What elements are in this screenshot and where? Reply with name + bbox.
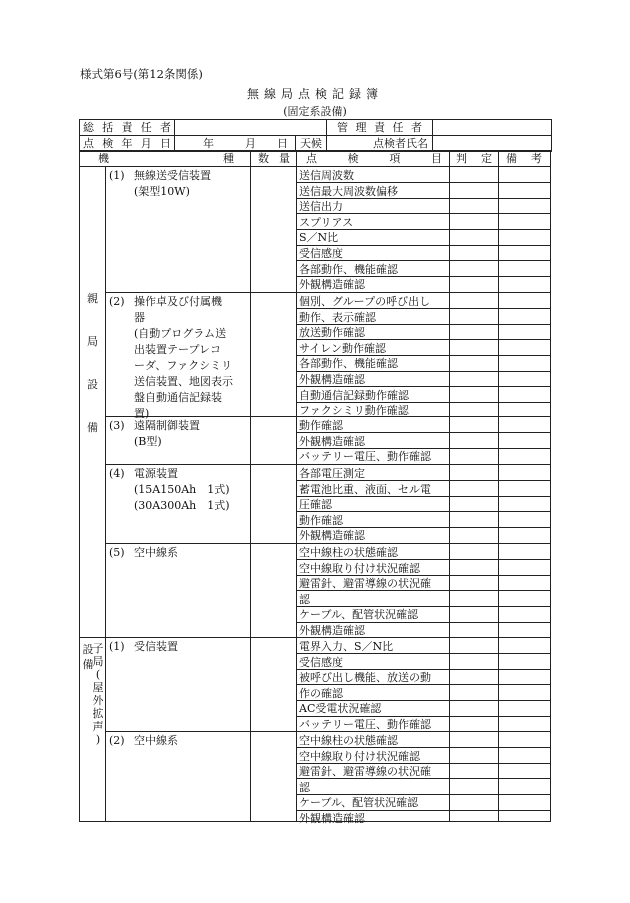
equipment-detail: 置) — [134, 407, 150, 420]
inspection-item: 受信感度 — [299, 655, 343, 669]
inspection-item: 外観構造確認 — [299, 812, 365, 825]
equipment-name: 操作卓及び付属機 — [134, 295, 222, 308]
inspection-item: 動作、表示確認 — [299, 310, 376, 324]
inspection-item: 送信周波数 — [299, 169, 354, 182]
inspection-item: サイレン動作確認 — [299, 341, 386, 355]
rule-h-header — [80, 166, 550, 167]
inspection-item: バッテリー電圧、動作確認 — [299, 450, 431, 464]
rule-v-judgment — [498, 151, 499, 821]
rule-v-group — [105, 166, 106, 821]
chief-label-cell: 総括責任者 — [80, 120, 175, 136]
equipment-1 — [109, 168, 249, 200]
equipment-7 — [109, 733, 249, 749]
equipment-name: 遠隔制御装置 — [134, 419, 200, 432]
equipment-3 — [109, 418, 249, 450]
inspection-item: 避雷針、避雷導線の状況確 — [299, 577, 431, 591]
inspection-item: 動作確認 — [299, 513, 343, 527]
inspection-item: 空中線柱の状態確認 — [299, 546, 398, 559]
inspection-table: 機 種 数量 点 検 項 目 判 定 備 考 親 局 設 備 設 備 子 局 ( 屋 外 拡 声 ) (1) 無線送受信装置 (架型10W) 送信周波数 送信最大周波数偏移 送信出力 スプリアス S／N比 受信感度 各部動作、機能確認 外観構造確認 (2) 操作卓及び付属機 器 (自動プログラム送 出装置テープレコ ーダ、ファクシミリ 送信装置、地図表示 盤自動通信記録装 置) 個別、グループの呼び出し 動作、表示確認 放送動作確認 サイレン動作確認 各部動作、機能確認 外観構造確認 自動通信記録動作確認 ファクシミリ動作確認 (3) 遠隔制御装置 (B型) 動作確認 外観構造確認 バッテリー電圧、動作確認 (4) 電源装置 (15A150Ah 1式) (30A300Ah 1式) 各部電圧測定 蓄電池比重、液面、セル電 圧確認 動作確認 外観構造確認 (5) 空中線系 空中線柱の状態確認 空中線取り付け状況確認 避雷針、避雷導線の状況確 認 ケーブル、配管状況確認 外観構造確認 (1) 受信装置 電界入力、S／N比 受信感度 被呼び出し機能、放送の動 作の確認 AC受電状況確認 バッテリー電圧、動作確認 (2) 空中線系 空中線柱の状態確認 空中線取り付け状況確認 避雷針、避雷導線の状況確 認 ケーブル、配管状況確認 外観構造確認 — [79, 150, 551, 822]
inspection-item: 放送動作確認 — [299, 326, 365, 340]
inspection-item: 空中線取り付け状況確認 — [299, 749, 420, 763]
inspection-item: 送信出力 — [299, 200, 343, 214]
equipment-number: (2) — [109, 734, 125, 747]
inspection-item: 電界入力、S／N比 — [299, 640, 394, 653]
equipment-number: (1) — [109, 169, 125, 182]
inspection-item: 自動通信記録動作確認 — [299, 388, 409, 402]
equipment-name: 空中線系 — [134, 734, 178, 747]
col-header-equipment: 機 種 — [98, 152, 234, 165]
date-label-cell: 点検年月日 — [80, 136, 175, 152]
equipment-name: 空中線系 — [134, 546, 178, 559]
inspection-item: 外観構造確認 — [299, 624, 365, 637]
equipment-detail: (自動プログラム送 — [134, 327, 227, 340]
equipment-name: 電源装置 — [134, 467, 178, 480]
inspection-item: 送信最大周波数偏移 — [299, 184, 398, 198]
inspection-item: 空中線柱の状態確認 — [299, 734, 398, 747]
inspection-item: バッテリー電圧、動作確認 — [299, 718, 431, 731]
inspection-item: 圧確認 — [299, 498, 332, 512]
equipment-detail: (B型) — [134, 435, 162, 448]
chief-name-field[interactable] — [175, 120, 327, 136]
year-label: 年 — [203, 136, 214, 150]
inspection-item: 認 — [299, 780, 310, 794]
equipment-number: (3) — [109, 419, 125, 432]
day-label: 日 — [277, 136, 288, 150]
equipment-number: (4) — [109, 467, 125, 480]
equipment-2 — [109, 294, 249, 422]
equipment-4 — [109, 466, 249, 514]
rule-v-quantity — [296, 151, 297, 821]
header-table — [79, 119, 552, 152]
inspection-item: ケーブル、配管状況確認 — [299, 796, 419, 810]
equipment-name: 無線送受信装置 — [134, 169, 211, 182]
inspection-item: 受信感度 — [299, 247, 343, 260]
equipment-name: 受信装置 — [134, 640, 178, 653]
inspection-item: 各部動作、機能確認 — [299, 262, 398, 276]
inspection-item: 外観構造確認 — [299, 278, 365, 292]
inspection-item: 各部電圧測定 — [299, 467, 365, 480]
inspection-item: 外観構造確認 — [299, 529, 365, 543]
inspector-label: 点検者氏名 — [373, 136, 428, 150]
inspection-item: AC受電状況確認 — [299, 702, 382, 716]
equipment-detail: (30A300Ah 1式) — [134, 499, 230, 512]
inspection-item: 動作確認 — [299, 419, 343, 432]
col-header-items: 点 検 項 目 — [306, 152, 442, 165]
equipment-detail: 送信装置、地図表示 — [134, 375, 233, 388]
inspection-item: 避雷針、避雷導線の状況確 — [299, 765, 431, 779]
inspection-item: ファクシミリ動作確認 — [299, 404, 409, 418]
inspection-item: 蓄電池比重、液面、セル電 — [299, 482, 431, 496]
rule-v-items — [449, 151, 450, 821]
equipment-detail: (架型10W) — [134, 185, 190, 198]
group-label-parent-station: 親 局 設 備 — [87, 292, 98, 434]
equipment-detail: 盤自動通信記録装 — [134, 391, 222, 404]
inspection-item: 各部動作、機能確認 — [299, 357, 398, 371]
document-subtitle: (固定系設備) — [283, 105, 347, 118]
equipment-detail: 器 — [134, 311, 145, 324]
inspection-item: スプリアス — [299, 215, 354, 229]
inspection-item: S／N比 — [299, 231, 339, 245]
equipment-detail: ーダ、ファクシミリ — [134, 359, 233, 372]
inspection-item: 作の確認 — [299, 686, 343, 700]
inspection-item: 被呼び出し機能、放送の動 — [299, 671, 431, 685]
month-label: 月 — [245, 136, 256, 150]
inspection-item: 外観構造確認 — [299, 434, 365, 448]
equipment-number: (5) — [109, 546, 125, 559]
inspection-item: 認 — [299, 592, 310, 606]
equipment-number: (2) — [109, 295, 125, 308]
rule-v-equipment — [250, 151, 251, 821]
equipment-6 — [109, 639, 249, 655]
equipment-detail: 出装置テープレコ — [134, 343, 222, 356]
inspection-item: ケーブル、配管状況確認 — [299, 608, 419, 622]
equipment-detail: (15A150Ah 1式) — [134, 483, 230, 496]
equipment-5 — [109, 545, 249, 561]
document-title: 無線局点検記録簿 — [246, 87, 383, 101]
form-number: 様式第6号(第12条関係) — [80, 67, 203, 81]
col-header-remarks: 備 考 — [506, 152, 542, 165]
col-header-judgment: 判 定 — [456, 152, 492, 165]
inspection-item: 個別、グループの呼び出し — [299, 295, 431, 308]
weather-label-cell: 天候 — [296, 136, 327, 152]
manager-name-field[interactable] — [433, 120, 552, 136]
header-row-responsible — [80, 120, 552, 136]
equipment-number: (1) — [109, 640, 125, 653]
manager-label-cell: 管理責任者 — [327, 120, 433, 136]
col-header-quantity: 数量 — [258, 152, 290, 165]
inspection-item: 空中線取り付け状況確認 — [299, 561, 420, 575]
inspection-item: 外観構造確認 — [299, 373, 365, 386]
